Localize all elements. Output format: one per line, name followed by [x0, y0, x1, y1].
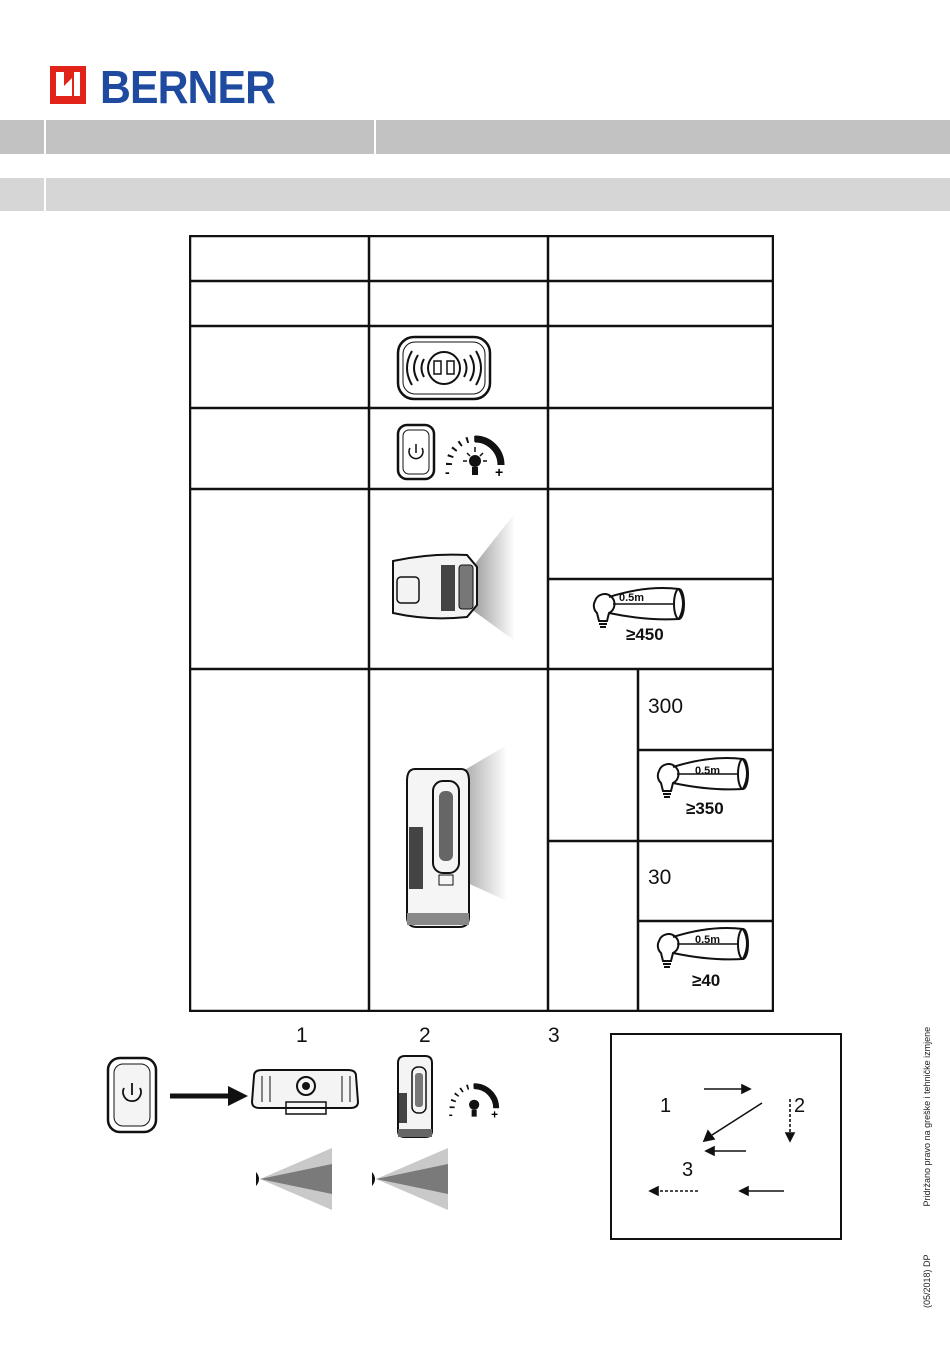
mode-label-1: 1: [660, 1095, 672, 1117]
svg-text:+: +: [495, 464, 504, 479]
side-footer: [922, 979, 932, 1308]
header-band: [0, 120, 950, 154]
svg-text:-: -: [448, 1107, 453, 1120]
lux-value-low: 30: [648, 866, 672, 889]
lux-value-high-range: ≥350: [686, 799, 724, 818]
flashlight-front-light-icon: [389, 509, 521, 645]
brand-name: BERNER: [100, 61, 276, 113]
lux-value-low-range: ≥40: [692, 971, 721, 990]
distance-label-low: 0.5m: [695, 934, 721, 946]
svg-text:+: +: [491, 1107, 498, 1120]
berner-mark-icon: [50, 66, 86, 104]
lux-value-max: ≥450: [626, 625, 664, 644]
mode-cycle-arrows: [612, 1035, 840, 1238]
flashlight-top-view-icon: [246, 1066, 364, 1120]
arrow-icon: [168, 1084, 250, 1108]
distance-label: 0.5m: [619, 592, 645, 604]
light-beam-icon-2: [368, 1146, 452, 1212]
lux-value-high: 300: [648, 695, 684, 718]
mode-label-3: 3: [682, 1159, 694, 1181]
light-beam-icon-1: [252, 1146, 336, 1212]
distance-label-high: 0.5m: [695, 765, 721, 777]
step-label-3: 3: [548, 1024, 560, 1047]
power-button-icon-large: [106, 1056, 158, 1134]
brightness-icon-small: [447, 1076, 503, 1120]
footer-version: (05/2018) DP: [922, 1254, 932, 1308]
brand-logo: [50, 61, 300, 113]
footer-notice: Pridržano pravo na greške i tehničke izmjene: [922, 1026, 932, 1207]
flashlight-work-light-icon: [403, 741, 511, 933]
step-label-1: 1: [296, 1024, 308, 1047]
brightness-icon: [443, 427, 509, 479]
power-button-icon: [396, 423, 436, 481]
charging-icon: [396, 335, 492, 401]
subheader-band: [0, 178, 950, 211]
svg-text:-: -: [445, 464, 450, 479]
step-label-2: 2: [419, 1024, 431, 1047]
spec-table: [189, 235, 774, 1012]
mode-cycle-diagram: [610, 1033, 842, 1240]
mode-label-2: 2: [794, 1095, 806, 1117]
flashlight-side-view-icon: [395, 1053, 435, 1139]
